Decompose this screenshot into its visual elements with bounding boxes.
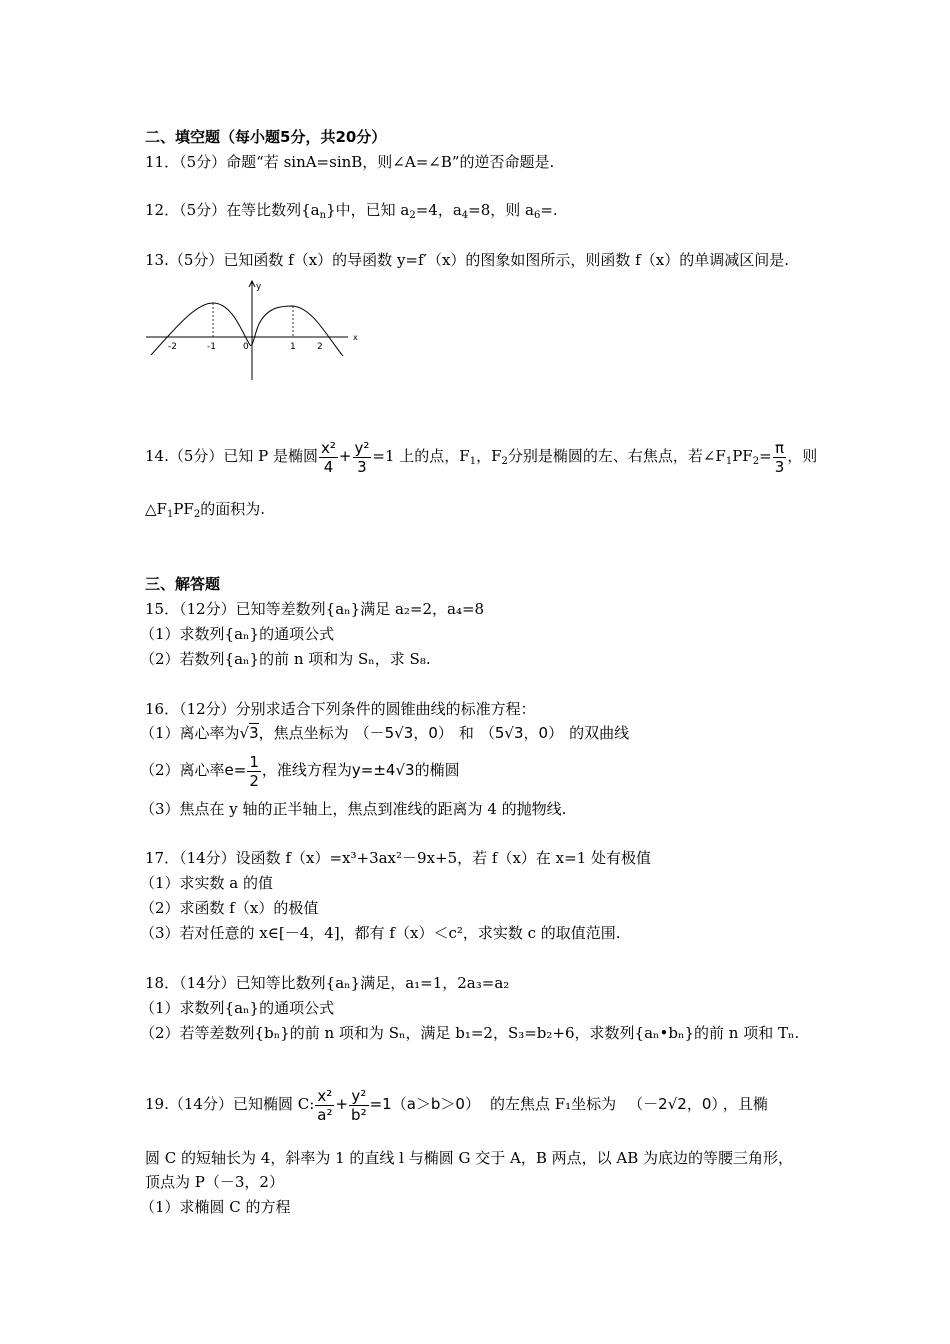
section-title-fill-in: 二、填空题（每小题5分，共20分） <box>145 128 387 146</box>
graph-y-label: y <box>256 282 262 292</box>
question-18: 18．（14分）已知等比数列{aₙ}满足，a₁=1，2a₃=a₂ <box>145 974 510 992</box>
fraction-numerator: y² <box>349 1087 369 1106</box>
ellipse-condition: =1（a＞b＞0） <box>369 1095 480 1113</box>
question-16: 16．（12分）分别求适合下列条件的圆锥曲线的标准方程： <box>145 700 536 718</box>
q14-sub: 1 <box>469 456 477 467</box>
question-13: 13.（5分）已知函数 f（x）的导函数 y=f′（x）的图象如图所示，则函数 f（x）的单调减区间是. <box>145 251 789 269</box>
question-19-line-2: 圆 C 的短轴长为 4，斜率为 1 的直线 l 与椭圆 G 交于 A，B 两点，以 AB 为底边的等腰三角形， <box>145 1149 794 1167</box>
fraction-y2-over-b2 <box>349 1087 369 1124</box>
fraction-denominator: b² <box>351 1105 367 1124</box>
derivative-graph <box>143 276 363 384</box>
question-17-part-1: （1）求实数 a 的值 <box>140 874 274 892</box>
fraction-numerator: y² <box>354 438 370 457</box>
q12-sub: 6 <box>533 210 541 221</box>
directrix-equation: y=±4√3 <box>351 761 415 779</box>
q14-text: PF <box>173 500 194 518</box>
q12-text: }中，已知 a <box>326 201 410 219</box>
fraction-numerator: x² <box>321 438 336 457</box>
q16-text: 和 <box>458 724 474 742</box>
question-18-part-1: （1）求数列{aₙ}的通项公式 <box>140 999 335 1017</box>
q14-sub: 2 <box>752 456 760 467</box>
left-focus-coordinate: （－2√2，0） <box>628 1095 719 1113</box>
q12-text: =8，则 a <box>468 201 534 219</box>
q12-sub: 2 <box>409 210 416 221</box>
focus-coordinate-right: （5√3，0） <box>479 724 564 742</box>
fraction-denominator: 2 <box>249 771 259 790</box>
question-19-line-3: 顶点为 P（－3，2） <box>145 1173 284 1191</box>
question-12 <box>145 200 558 226</box>
question-15-part-1: （1）求数列{aₙ}的通项公式 <box>140 625 335 643</box>
graph-tick-label: -1 <box>207 342 216 352</box>
question-11: 11．（5分）命题“若 sinA=sinB，则∠A=∠B”的逆否命题是. <box>145 153 555 171</box>
fraction-denominator: 3 <box>774 457 785 476</box>
fraction-one-half <box>247 753 261 790</box>
q19-text: 的左焦点 F₁坐标为 <box>489 1095 617 1113</box>
q14-text: 分别是椭圆的左、右焦点，若∠F <box>507 447 726 465</box>
q14-text: ，F <box>476 447 502 465</box>
question-14-line-2 <box>145 499 265 525</box>
question-16-part-2 <box>140 750 460 790</box>
q16-text: （2）离心率 <box>140 761 225 779</box>
question-14 <box>145 436 817 482</box>
graph-tick-label: 1 <box>290 342 296 352</box>
q12-text: =. <box>540 201 558 219</box>
question-16-part-1 <box>140 723 629 743</box>
q12-sub: n <box>319 210 327 221</box>
fraction-y2-over-3 <box>353 439 372 476</box>
q16-text: 的双曲线 <box>569 724 630 742</box>
q16-text: ，焦点坐标为 <box>258 724 349 742</box>
fraction-numerator: π <box>773 439 787 458</box>
section-title-answer: 三、解答题 <box>145 575 221 593</box>
q14-text: ，则 <box>787 447 818 465</box>
graph-tick-label: -2 <box>168 342 177 352</box>
graph-tick-label: 0 <box>243 342 249 352</box>
fraction-denominator: 4 <box>323 457 334 476</box>
question-18-part-2: （2）若等差数列{bₙ}的前 n 项和为 Sₙ，满足 b₁=2，S₃=b₂+6，求数列{aₙ•bₙ}的前 n 项和 Tₙ. <box>140 1024 800 1042</box>
q14-sub: 2 <box>193 509 201 520</box>
q14-text: =1 上的点，F <box>372 447 470 465</box>
q19-text: 19.（14分）已知椭圆 C: <box>145 1095 315 1113</box>
sqrt-radicand: 3 <box>249 724 259 742</box>
q14-sub: 1 <box>166 509 174 520</box>
q12-sub: 4 <box>461 210 469 221</box>
plus-sign: + <box>338 447 352 465</box>
question-19-part-1: （1）求椭圆 C 的方程 <box>140 1198 291 1216</box>
question-17: 17．（14分）设函数 f（x）=x³+3ax²－9x+5，若 f（x）在 x=1 处有极值 <box>145 849 652 867</box>
focus-coordinate-left: （－5√3，0） <box>354 724 453 742</box>
q14-sub: 2 <box>501 456 508 467</box>
question-19 <box>145 1084 768 1124</box>
q14-sub: 1 <box>725 456 733 467</box>
q19-text: ，且椭 <box>722 1095 768 1113</box>
fraction-denominator: a² <box>317 1105 333 1124</box>
fraction-numerator: 1 <box>249 752 259 771</box>
question-17-part-2: （2）求函数 f（x）的极值 <box>140 899 319 917</box>
fraction-x2-over-a2 <box>315 1087 334 1124</box>
q14-text: △F <box>145 500 167 518</box>
q14-text: 14.（5分）已知 P 是椭圆 <box>145 447 319 465</box>
question-15: 15．（12分）已知等差数列{aₙ}满足 a₂=2，a₄=8 <box>145 600 485 618</box>
fraction-pi-over-3 <box>773 439 787 476</box>
sqrt-expression: √3 <box>239 724 259 742</box>
q12-text: =4，a <box>415 201 462 219</box>
q14-text: PF <box>732 447 753 465</box>
q16-text: 的椭圆 <box>414 761 460 779</box>
eccentricity-label: e= <box>224 761 247 779</box>
graph-x-label: x <box>353 333 358 342</box>
question-17-part-3: （3）若对任意的 x∈[－4，4]，都有 f（x）＜c²，求实数 c 的取值范围. <box>140 924 621 942</box>
fraction-numerator: x² <box>315 1087 334 1106</box>
q14-text: = <box>759 447 772 465</box>
q12-text: 12．（5分）在等比数列{a <box>145 201 320 219</box>
question-16-part-3: （3）焦点在 y 轴的正半轴上，焦点到准线的距离为 4 的抛物线. <box>140 800 567 818</box>
graph-tick-label: 2 <box>317 342 323 352</box>
q16-text: （1）离心率为 <box>140 724 240 742</box>
q16-text: ，准线方程为 <box>261 761 352 779</box>
question-15-part-2: （2）若数列{aₙ}的前 n 项和为 Sₙ，求 S₈. <box>140 650 431 668</box>
plus-sign: + <box>335 1095 349 1113</box>
q14-text: 的面积为. <box>200 500 265 518</box>
fraction-x2-over-4 <box>319 439 338 476</box>
fraction-denominator: 3 <box>357 457 367 476</box>
